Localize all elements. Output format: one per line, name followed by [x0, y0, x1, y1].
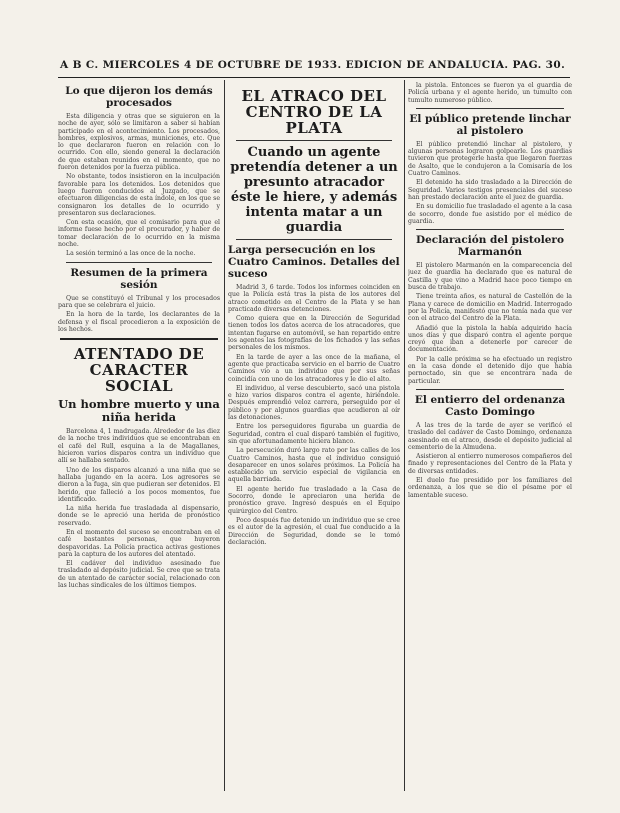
article-paragraph: Que se constituyó el Tribunal y los procesados para que se celebrara el juicio. [58, 294, 220, 309]
article-separator [416, 389, 564, 390]
article-paragraph: Poco después fue detenido un individuo que se cree es el autor de la agresión, el cual fue conducido a la Dirección de Seguridad, donde se le tomó declaración. [228, 516, 400, 546]
article-separator [236, 140, 392, 141]
headline: EL ATRACO DEL CENTRO DE LA PLATA [241, 87, 387, 137]
article-title: Resumen de la primera sesión [70, 266, 208, 291]
section-title: Larga persecución en los Cuatro Caminos. Detalles del suceso [228, 244, 400, 280]
article-paragraph: Esta diligencia y otras que se siguieron en la noche de ayer, sólo se limitaron a saber si habían participado en el acontecimiento. Los procesados, hombres, explosivos, armas, municiones, etc. Que lo que declararon fueron en relación con lo ocurrido. Con ello, siendo general la declaración de que estaban reunidos en el momento, que no fueron detenidos por la fuerza pública. [58, 113, 220, 172]
article-paragraph: Añadió que la pistola la había adquirido hacía unos días y que disparó contra el agente porque creyó que iban a detenerle por carecer de documentación. [408, 324, 572, 354]
header-rule [58, 77, 570, 78]
article-paragraph: En la hora de la tarde, los declarantes de la defensa y el fiscal procedieron a la exposición de los hechos. [58, 311, 220, 333]
article-paragraph: A las tres de la tarde de ayer se verificó el traslado del cadáver de Casto Domingo, ordenanza asesinado en el atraco, desde el depósito judicial al cementerio de la Almudena. [408, 421, 572, 451]
article-title: Lo que dijeron los demás procesados [65, 85, 213, 109]
article-paragraph: Entre los perseguidores figuraba un guardia de Seguridad, contra el cual disparó también el fugitivo, sin que afortunadamente hiciera blanco. [228, 423, 400, 445]
article-paragraph: Madrid 3, 6 tarde. Todos los informes coinciden en que la Policía está tras la pista de los autores del atraco cometido en el Centro de la Plata y se han practicado diversas detenciones. [228, 284, 400, 313]
article-paragraph: La niña herida fue trasladada al dispensario, donde se le apreció una herida de pronóstico reservado. [58, 505, 220, 527]
article-paragraph: El público pretendió linchar al pistolero, y algunas personas lograron golpearle. Los guardias tuvieron que protegerle hasta que llegaron fuerzas de Asalto, que le condujeron a la Comisaría de los Cuatro Caminos. [408, 140, 572, 178]
article-paragraph: El duelo fue presidido por los familiares del ordenanza, a los que se dio el pésame por el lamentable suceso. [408, 476, 572, 499]
page-header: A B C. MIERCOLES 4 DE OCTUBRE DE 1933. EDICION DE ANDALUCIA. PAG. 30. [60, 59, 566, 71]
article-paragraph: El agente herido fue trasladado a la Casa de Socorro, donde le apreciaron una herida de pronóstico grave. Ingresó después en el Equipo quirúrgico del Centro. [228, 485, 400, 515]
article-paragraph: Tiene treinta años, es natural de Castellón de la Plana y carece de domicilio en Madrid. Interrogado por la Policía, manifestó que no tenía nada que ver con el atraco del Centro de la Plata. [408, 293, 572, 323]
article-separator [60, 338, 218, 340]
article-paragraph: El pistolero Marmanón en la comparecencia del juez de guardia ha declarado que es natural de Castilla y que vino a Madrid hace poco tiempo en busca de trabajo. [408, 262, 572, 292]
article-paragraph: Con esta ocasión, que el comisario para que el informe fuese hecho por el procurador, y haber de tomar declaración de lo ocurrido en la misma noche. [58, 219, 220, 249]
article-paragraph: El individuo, al verse descubierto, sacó una pistola e hizo varios disparos contra el agente, hiriéndole. Después emprendió veloz carrera, perseguido por el público y por algunos guardias que acudieron al oír las detonaciones. [228, 384, 400, 422]
article-paragraph: la pistola. Entonces se fueron ya el guardia de Policía urbana y el agente herido, un tumulto con tumulto numeroso público. [408, 82, 572, 104]
article-paragraph: Por la calle próxima se ha efectuado un registro en la casa donde el detenido dijo que había pernoctado, sin que se encontrara nada de particular. [408, 355, 572, 385]
column-divider [404, 80, 405, 791]
subheadline: Cuando un agente pretendía detener a un presunto atracador éste le hiere, y además intenta matar a un guardia [230, 145, 398, 235]
article-paragraph: El detenido ha sido trasladado a la Dirección de Seguridad. Varios testigos presenciales del suceso han prestado declaración ante el juez de guardia. [408, 179, 572, 201]
article-paragraph: Asistieron al entierro numerosos compañeros del finado y representaciones del Centro de la Plata y de diversas entidades. [408, 453, 572, 475]
subheadline: Un hombre muerto y una niña herida [58, 397, 220, 425]
article-separator [66, 262, 212, 263]
headline: ATENTADO DE CARACTER SOCIAL [73, 345, 205, 396]
article-title: El público pretende linchar al pistolero [409, 112, 571, 137]
article-paragraph: Barcelona 4, 1 madrugada. Alrededor de las diez de la noche tres individuos que se encontraban en el café del Rull, esquina a la de Magallanes, hicieron varios disparos contra un individuo que allí se hallaba sentado. [58, 428, 220, 465]
article-paragraph: No obstante, todos insistieron en la inculpación favorable para los detenidos. Los detenidos que luego fueron conducidos al Juzgado, que se efectuaron diligencias de esta índole, en los que se consignaron los detalles de lo ocurrido y presentaron sus declaraciones. [58, 173, 220, 217]
article-paragraph: El cadáver del individuo asesinado fue trasladado al depósito judicial. Se cree que se trata de un atentado de carácter social, relacionado con las luchas sindicales de los últimos tiempos. [58, 560, 220, 590]
middle-column [228, 82, 400, 787]
article-separator [236, 239, 392, 240]
column-divider [224, 80, 225, 791]
article-separator [416, 108, 564, 109]
article-paragraph: En el momento del suceso se encontraban en el café bastantes personas, que huyeron despavoridas. La Policía practica activas gestiones para la captura de los autores del atentado. [58, 528, 220, 558]
article-paragraph: La sesión terminó a las once de la noche. [66, 250, 196, 258]
article-paragraph: Como quiera que en la Dirección de Seguridad tienen todos los datos acerca de los atracadores, que intentan fugarse en automóvil, se han repartido entre los agentes las fotografías de los fichados y las señas personales de los mismos. [228, 315, 400, 352]
right-column [408, 82, 572, 787]
article-separator [416, 229, 564, 230]
article-paragraph: Uno de los disparos alcanzó a una niña que se hallaba jugando en la acera. Los agresores se dieron a la fuga, sin que pudieran ser detenidos. El herido, que falleció a los pocos momentos, fue identificado. [58, 466, 220, 503]
article-title: Declaración del pistolero Marmanón [416, 234, 564, 259]
left-column [58, 82, 220, 787]
article-title: El entierro del ordenanza Casto Domingo [414, 393, 566, 418]
article-paragraph: La persecución duró largo rato por las calles de los Cuatro Caminos, hasta que el individuo consiguió desaparecer en unos solares próximos. La Policía ha establecido un servicio especial de vigilancia en aquella barriada. [228, 447, 400, 484]
article-paragraph: En su domicilio fue trasladado el agente a la casa de socorro, donde fue asistido por el médico de guardia. [408, 203, 572, 225]
article-paragraph: En la tarde de ayer a las once de la mañana, el agente que practicaba servicio en el barrio de Cuatro Caminos vio a un individuo que por sus señas coincidía con uno de los atracadores y le dio el alto. [228, 353, 400, 383]
